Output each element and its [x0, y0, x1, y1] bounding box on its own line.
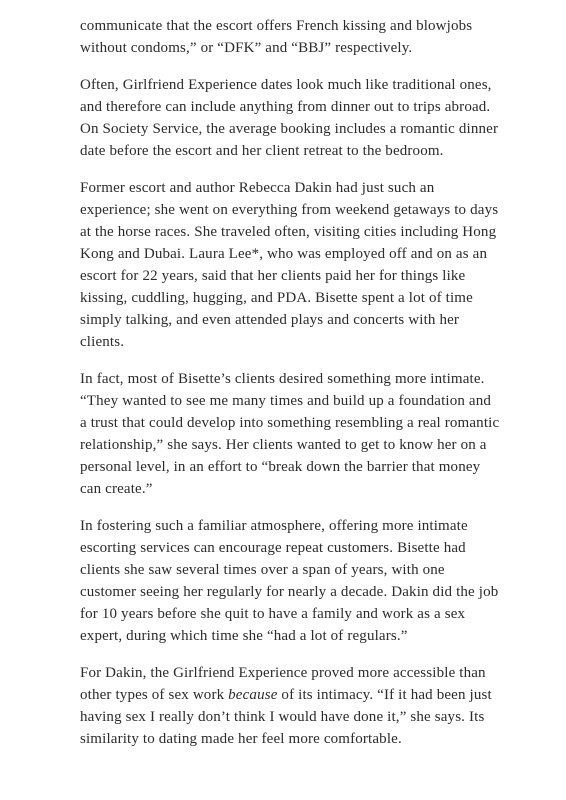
paragraph-2 [80, 74, 500, 162]
paragraph-2-text: Often, Girlfriend Experience dates look much like traditional ones, and therefore can include anything from dinner out to trips abroad. On Society Service, the average booking includes a romantic dinner date before the escort and her client retreat to the bedroom. [80, 77, 499, 159]
article-body [80, 15, 500, 765]
paragraph-5 [80, 515, 500, 647]
paragraph-3 [80, 177, 500, 353]
paragraph-6-text-end: of its intimacy. “If it had been just having sex I really don’t think I would have done it,” she says. Its similarity to dating made her feel more comfortable. [80, 687, 492, 747]
paragraph-4-text: In fact, most of Bisette’s clients desired something more intimate. “They wanted to see me many times and build up a foundation and a trust that could develop into something resembling a real romantic relationship,” she says. Her clients wanted to get to know her on a personal level, in an effort to “break down the barrier that money can create.” [80, 371, 500, 497]
paragraph-4 [80, 368, 500, 500]
paragraph-6-emphasis: because [228, 687, 278, 703]
paragraph-6 [80, 662, 500, 750]
paragraph-1-text: communicate that the escort offers French kissing and blowjobs without condoms,” or “DFK” and “BBJ” respectively. [80, 18, 473, 56]
paragraph-6-text-start: For Dakin, the Girlfriend Experience proved more accessible than other types of sex work [80, 665, 486, 703]
paragraph-3-text: Former escort and author Rebecca Dakin had just such an experience; she went on everything from weekend getaways to days at the horse races. She traveled often, visiting cities including Hong Kong and Dubai. Laura Lee*, who was employed off and on as an escort for 22 years, said that her clients paid her for things like kissing, cuddling, hugging, and PDA. Bisette spent a lot of time simply talking, and even attended plays and concerts with her clients. [80, 180, 499, 350]
paragraph-5-text: In fostering such a familiar atmosphere, offering more intimate escorting services can encourage repeat customers. Bisette had clients she saw several times over a span of years, with one customer seeing her regularly for nearly a decade. Dakin did the job for 10 years before she quit to have a family and work as a sex expert, during which time she “had a lot of regulars.” [80, 518, 499, 644]
paragraph-1 [80, 15, 500, 59]
